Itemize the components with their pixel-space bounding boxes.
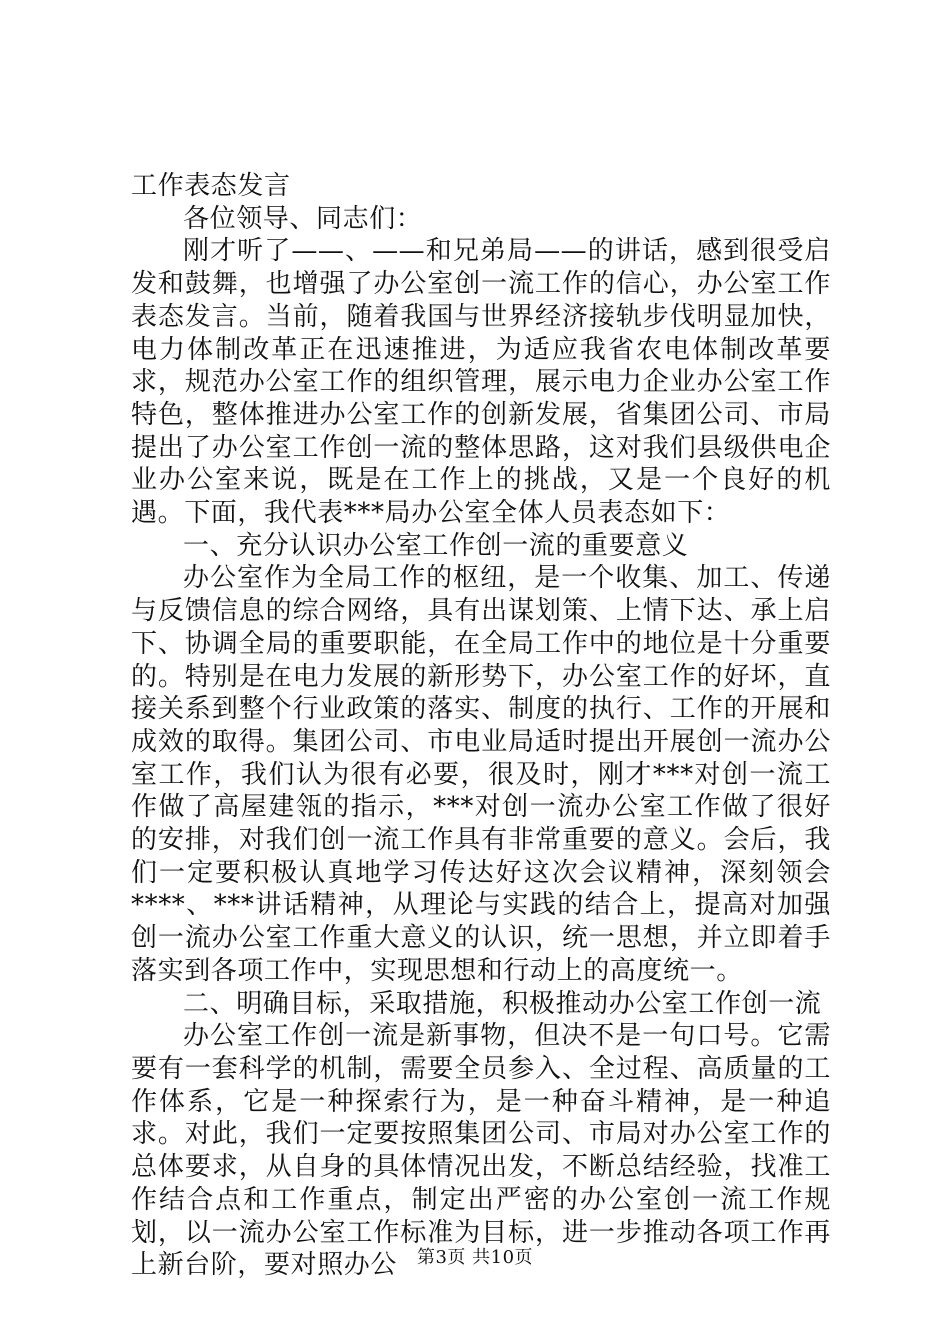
- document-body: [131, 170, 831, 1282]
- section-heading-1: 一、充分认识办公室工作创一流的重要意义: [183, 530, 689, 561]
- section-heading-2: 二、明确目标，采取措施，积极推动办公室工作创一流: [183, 988, 822, 1019]
- paragraph-opening: 刚才听了——、——和兄弟局——的讲话，感到很受启发和鼓舞，也增强了办公室创一流工作的信心，办公室工作表态发言。当前，随着我国与世界经济接轨步伐明显加快，电力体制改革正在迅速推进，为适应我省农电体制改革要求，规范办公室工作的组织管理，展示电力企业办公室工作特色，整体推进办公室工作的创新发展，省集团公司、市局提出了办公室工作创一流的整体思路，这对我们县级供电企业办公室来说，既是在工作上的挑战，又是一个良好的机遇。下面，我代表***局办公室全体人员表态如下：: [131, 236, 831, 529]
- paragraph-section-1: 办公室作为全局工作的枢纽，是一个收集、加工、传递与反馈信息的综合网络，具有出谋划策、上情下达、承上启下、协调全局的重要职能，在全局工作中的地位是十分重要的。特别是在电力发展的新形势下，办公室工作的好坏，直接关系到整个行业政策的落实、制度的执行、工作的开展和成效的取得。集团公司、市电业局适时提出开展创一流办公室工作，我们认为很有必要，很及时，刚才***对创一流工作做了高屋建瓴的指示，***对创一流办公室工作做了很好的安排，对我们创一流工作具有非常重要的意义。会后，我们一定要积极认真地学习传达好这次会议精神，深刻领会****、***讲话精神，从理论与实践的结合上，提高对加强创一流办公室工作重大意义的认识，统一思想，并立即着手落实到各项工作中，实现思想和行动上的高度统一。: [131, 563, 831, 986]
- document-title: 工作表态发言: [131, 171, 291, 201]
- salutation: 各位领导、同志们：: [183, 203, 423, 234]
- page-footer: 第3页 共10页: [416, 1247, 534, 1268]
- paragraph-section-2: 办公室工作创一流是新事物，但决不是一句口号。它需要有一套科学的机制，需要全员参入、全过程、高质量的工作体系，它是一种探索行为，是一种奋斗精神，是一种追求。对此，我们一定要按照集团公司、市局对办公室工作的总体要求，从自身的具体情况出发，不断总结经验，找准工作结合点和工作重点，制定出严密的办公室创一流工作规划，以一流办公室工作标准为目标，进一步推动各项工作再上新台阶，要对照办公: [131, 1021, 831, 1281]
